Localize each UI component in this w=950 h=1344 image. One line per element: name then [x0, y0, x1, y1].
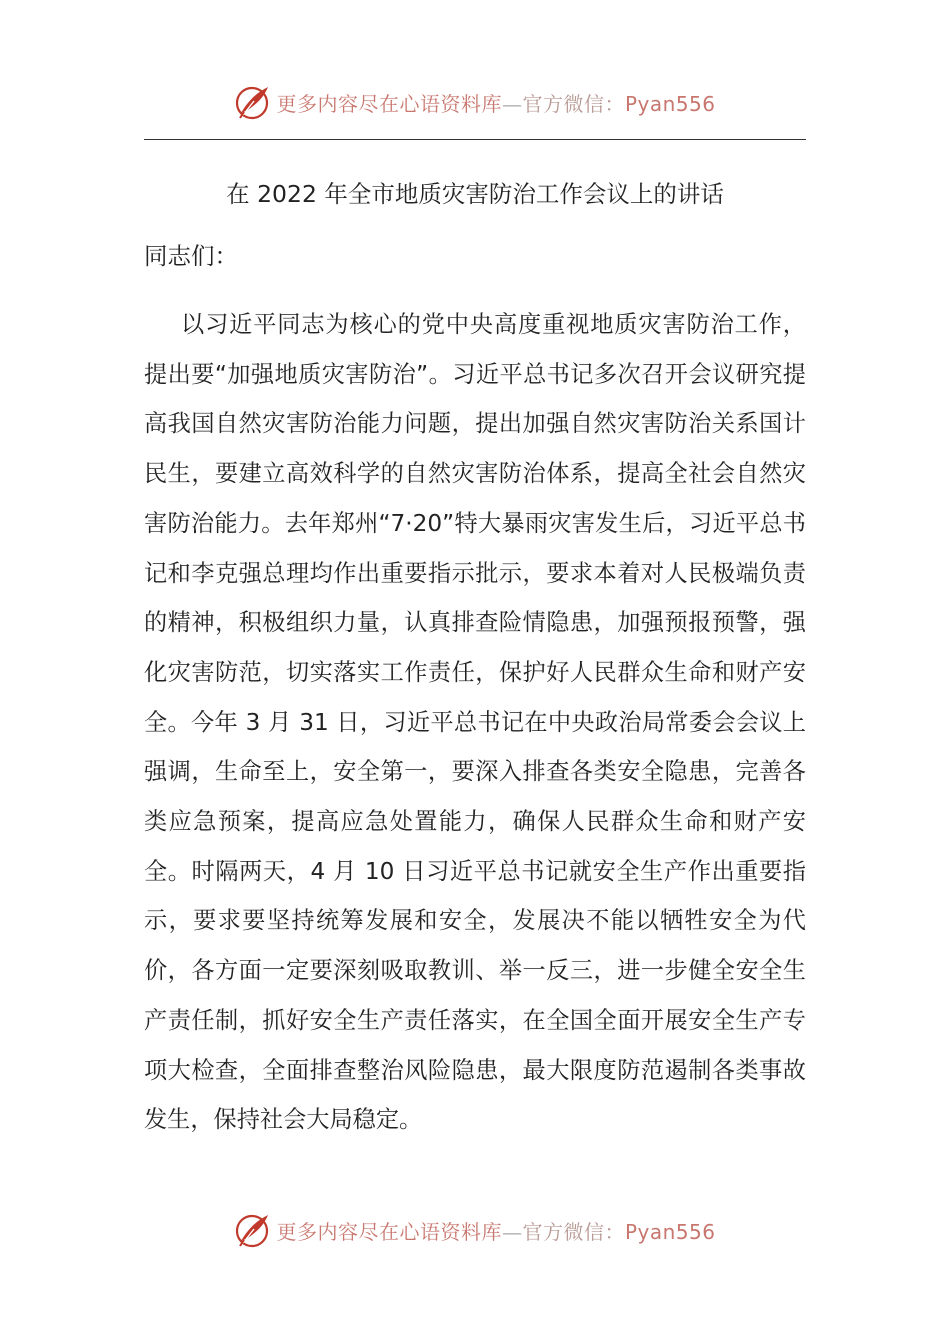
banner-wechat-id: Pyan556 — [624, 91, 716, 116]
header-banner — [0, 80, 950, 124]
banner-wechat-id: Pyan556 — [624, 1219, 716, 1244]
footer-banner — [0, 1208, 950, 1252]
quill-logo-icon — [234, 1211, 272, 1249]
banner-dash: — — [501, 91, 523, 116]
body-paragraph: 以习近平同志为核心的党中央高度重视地质灾害防治工作，提出要“加强地质灾害防治”。习近平总书记多次召开会议研究提高我国自然灾害防治能力问题，提出加强自然灾害防治关系国计民生，要建立高效科学的自然灾害防治体系，提高全社会自然灾害防治能力。去年郑州“7·20”特大暴雨灾害发生后，习近平总书记和李克强总理均作出重要指示批示，要求本着对人民极端负责的精神，积极组织力量，认真排查险情隐患，加强预报预警，强化灾害防范，切实落实工作责任，保护好人民群众生命和财产安全。今年 3 月 31 日，习近平总书记在中央政治局常委会会议上强调，生命至上，安全第一，要深入排查各类安全隐患，完善各类应急预案，提高应急处置能力，确保人民群众生命和财产安全。时隔两天，4 月 10 日习近平总书记就安全生产作出重要指示，要求要坚持统筹发展和安全，发展决不能以牺牲安全为代价，各方面一定要深刻吸取教训、举一反三，进一步健全安全生产责任制，抓好安全生产责任落实，在全国全面开展安全生产专项大检查，全面排查整治风险隐患，最大限度防范遏制各类事故发生，保持社会大局稳定。 — [144, 311, 806, 1134]
header-banner-text — [276, 88, 715, 117]
document-title: 在 2022 年全市地质灾害防治工作会议上的讲话 — [226, 180, 724, 208]
banner-site-name: 更多内容尽在心语资料库 — [276, 91, 502, 116]
header-divider — [144, 139, 806, 140]
banner-site-name: 更多内容尽在心语资料库 — [276, 1219, 502, 1244]
salutation: 同志们： — [144, 242, 238, 270]
banner-dash: — — [501, 1219, 523, 1244]
footer-banner-text — [276, 1216, 715, 1245]
quill-logo-icon — [234, 83, 272, 121]
banner-wechat-label: 官方微信： — [522, 1219, 625, 1244]
banner-wechat-label: 官方微信： — [522, 91, 625, 116]
